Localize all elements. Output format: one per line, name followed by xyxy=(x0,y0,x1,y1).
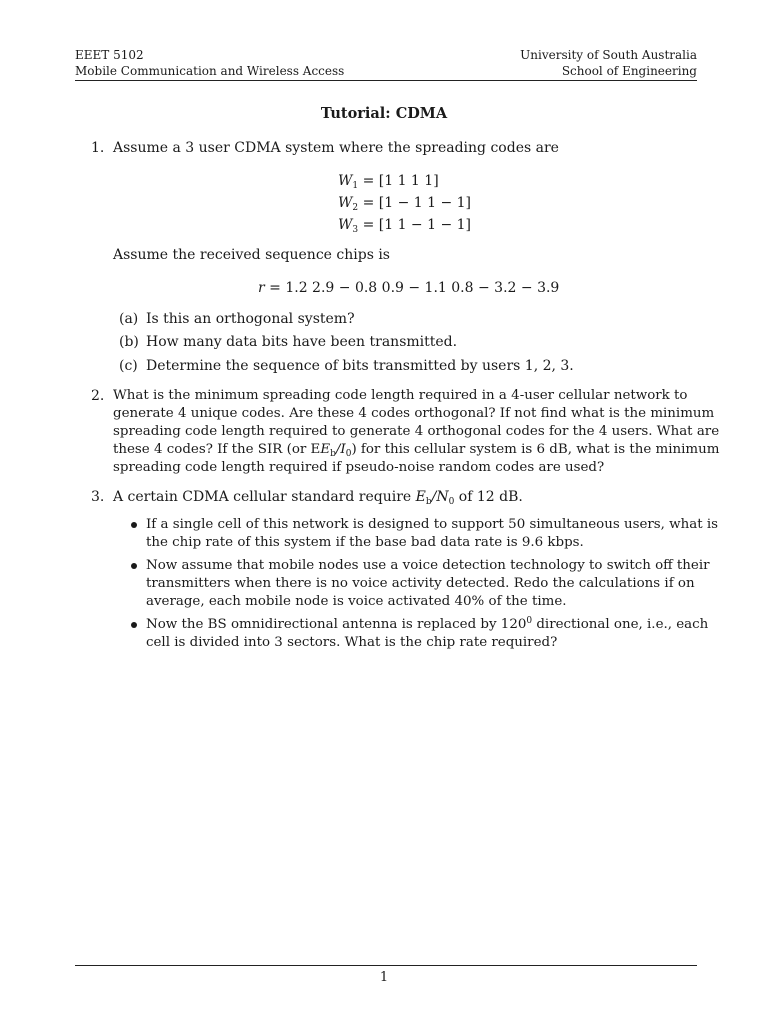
bullet-2-line-2: transmitters when there is no voice activity detected. Redo the calculations if on xyxy=(146,576,695,591)
bullet-1-line-1: If a single cell of this network is designed to support 50 simultaneous users, what is xyxy=(146,517,719,532)
page-number: 1 xyxy=(379,970,389,985)
course-name: Mobile Communication and Wireless Access xyxy=(75,64,345,78)
q2-line-5: spreading code length required if pseudo-noise random codes are used? xyxy=(113,460,605,475)
q3-number: 3. xyxy=(91,489,105,505)
q2-line-4b: ) for this cellular system is 6 dB, what is the minimum xyxy=(351,442,720,457)
q1-intro: Assume a 3 user CDMA system where the spreading codes are xyxy=(113,140,559,156)
q3-eb-sub: b xyxy=(425,497,432,507)
q3-intro xyxy=(113,488,523,506)
code-w2 xyxy=(338,192,471,214)
received-value: = 1.2 2.9 − 0.8 0.9 − 1.1 0.8 − 3.2 − 3.9 xyxy=(269,280,560,296)
code-w2-value: = [1 − 1 1 − 1] xyxy=(362,195,472,211)
q3-n0-symbol: /N xyxy=(431,489,449,505)
footer-rule xyxy=(75,965,697,966)
q1a-label: (a) xyxy=(119,311,139,327)
q2-line-4 xyxy=(113,441,719,459)
received-intro: Assume the received sequence chips is xyxy=(113,247,390,263)
header-right xyxy=(520,47,697,79)
school-name: School of Engineering xyxy=(561,64,697,78)
bullet-1-line-2: the chip rate of this system if the base bad data rate is 9.6 kbps. xyxy=(146,535,584,550)
q2-line-3: spreading code length required to generate 4 orthogonal codes for the 4 users. What are xyxy=(113,424,720,439)
bullet-2-dot xyxy=(131,563,137,569)
bullet-1-dot xyxy=(131,522,137,528)
q1c-label: (c) xyxy=(119,358,138,374)
code-w3 xyxy=(338,214,471,236)
page-title: Tutorial: CDMA xyxy=(320,105,448,122)
bullet-3-line-2: cell is divided into 3 sectors. What is the chip rate required? xyxy=(146,635,558,650)
code-w1 xyxy=(338,170,439,192)
page-header xyxy=(75,47,697,81)
code-w3-sub: 3 xyxy=(352,225,359,235)
code-w2-sub: 2 xyxy=(352,203,359,213)
q1c-text: Determine the sequence of bits transmitted by users 1, 2, 3. xyxy=(146,358,574,374)
bullet-3-degree: 0 xyxy=(526,616,533,626)
q2-line-1: What is the minimum spreading code length required in a 4-user cellular network to xyxy=(113,388,688,403)
code-w1-sub: 1 xyxy=(352,181,359,191)
q3-intro-c: of 12 dB. xyxy=(454,489,523,505)
code-w3-symbol: W xyxy=(338,217,353,233)
received-sequence xyxy=(258,277,559,299)
code-w2-symbol: W xyxy=(338,195,353,211)
bullet-3-line-1b: directional one, i.e., each xyxy=(532,617,709,632)
received-symbol: r xyxy=(258,280,265,296)
q2-eb-sub: b xyxy=(330,449,336,459)
code-w1-symbol: W xyxy=(338,173,353,189)
university-name: University of South Australia xyxy=(520,48,697,62)
header-left xyxy=(75,47,344,79)
bullet-2-line-1: Now assume that mobile nodes use a voice detection technology to switch off their xyxy=(146,558,710,573)
q2-i0-sub: 0 xyxy=(345,449,352,459)
q1b-label: (b) xyxy=(119,334,139,350)
bullet-3-line-1 xyxy=(146,616,708,634)
q2-line-2: generate 4 unique codes. Are these 4 codes orthogonal? If not find what is the minimum xyxy=(113,406,715,421)
q1-number: 1. xyxy=(91,140,105,156)
q3-n0-sub: 0 xyxy=(448,497,455,507)
course-code: EEET 5102 xyxy=(75,48,144,62)
bullet-2-line-3: average, each mobile node is voice activated 40% of the time. xyxy=(146,594,567,609)
q1b-text: How many data bits have been transmitted. xyxy=(146,334,458,350)
q2-eb-symbol: E xyxy=(320,442,331,457)
code-w3-value: = [1 1 − 1 − 1] xyxy=(362,217,472,233)
code-w1-value: = [1 1 1 1] xyxy=(362,173,439,189)
bullet-3-dot xyxy=(131,622,137,628)
q1a-text: Is this an orthogonal system? xyxy=(146,311,355,327)
q2-number: 2. xyxy=(91,388,105,404)
bullet-3-line-1a: Now the BS omnidirectional antenna is replaced by 120 xyxy=(146,617,527,632)
q3-intro-a: A certain CDMA cellular standard require xyxy=(113,489,416,505)
q3-eb-symbol: E xyxy=(415,489,426,505)
q2-i0-symbol: /I xyxy=(335,442,346,457)
q2-line-4a: these 4 codes? If the SIR (or E xyxy=(113,442,321,457)
